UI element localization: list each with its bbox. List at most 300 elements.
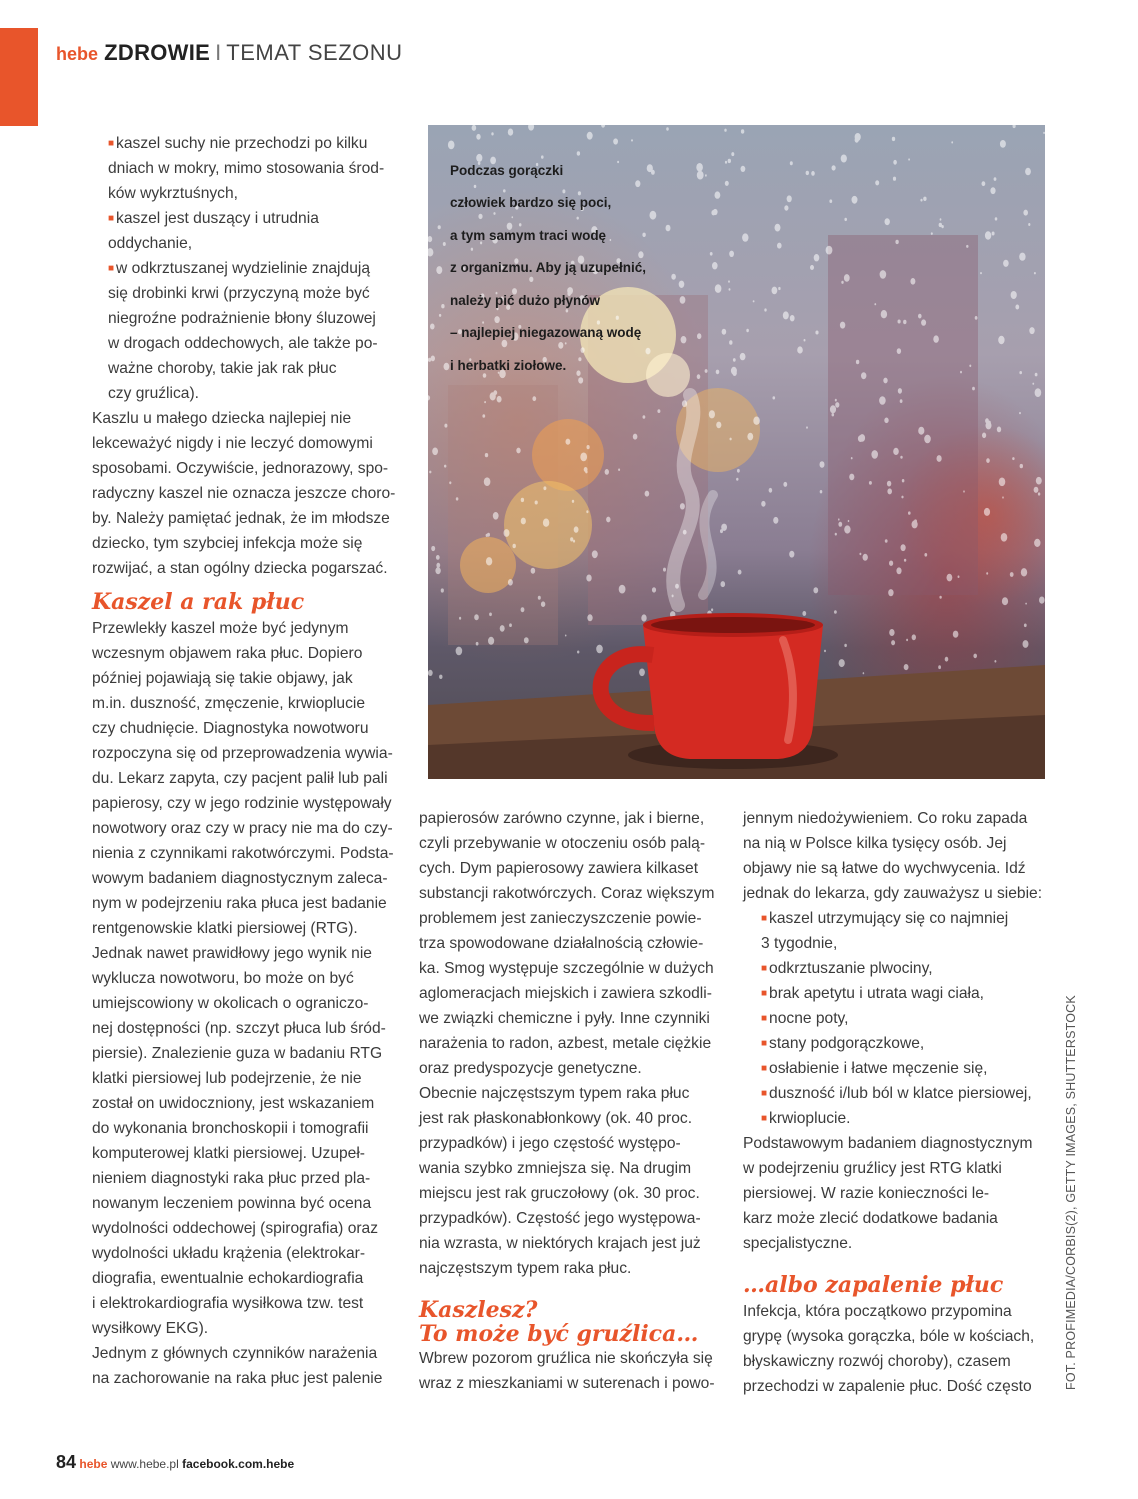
raindrop (618, 468, 620, 471)
list-item-line (743, 931, 1053, 956)
raindrop (994, 660, 996, 663)
raindrop (918, 427, 924, 435)
text-line: piersiowej. W razie konieczności le- (743, 1185, 990, 1202)
raindrop (431, 546, 435, 551)
raindrop (806, 426, 808, 428)
text-line: karz może zlecić dodatkowe badania (743, 1210, 998, 1227)
raindrop (504, 529, 510, 537)
heading-line: To może być gruźlica… (419, 1321, 699, 1347)
bullet-square-icon: ■ (108, 213, 115, 224)
raindrop (439, 675, 442, 679)
text-line: wydolności oddechowej (spirografia) oraz (92, 1220, 379, 1237)
photo-caption (450, 147, 710, 388)
page-number: 84 (56, 1452, 77, 1472)
paragraph-tuberculosis-diagnosis (743, 1131, 1053, 1256)
heading-line: Kaszlesz? (419, 1297, 538, 1323)
raindrop (874, 303, 876, 305)
header-topic: TEMAT SEZONU (226, 40, 403, 65)
raindrop (901, 544, 906, 551)
raindrop (736, 478, 738, 481)
raindrop (835, 399, 837, 402)
raindrop (861, 372, 866, 379)
list-item-line (92, 281, 412, 306)
raindrop (435, 567, 440, 574)
list-item-text: w odkrztuszanej wydzielinie znajdują (116, 260, 371, 277)
raindrop (652, 587, 656, 592)
raindrop (619, 585, 626, 594)
raindrop (966, 245, 968, 248)
text-line: aglomeracjach miejskich i zawiera szkodli- (419, 985, 712, 1002)
raindrop (1035, 388, 1042, 397)
raindrop (513, 544, 516, 548)
raindrop (997, 427, 1001, 433)
text-line: objawy nie są łatwe do wychwycenia. Idź (743, 860, 1026, 877)
heading-pneumonia: …albo zapalenie płuc (743, 1272, 1004, 1298)
text-line: został on uwidoczniony, jest wskazaniem (92, 1095, 375, 1112)
raindrop (493, 512, 499, 520)
raindrop (998, 336, 1004, 344)
raindrop (729, 251, 734, 257)
text-line: Infekcja, która początkowo przypomina (743, 1303, 1012, 1320)
list-item-text: kaszel utrzymujący się co najmniej (769, 910, 1009, 927)
raindrop (721, 581, 726, 587)
raindrop (953, 631, 959, 638)
raindrop (938, 665, 941, 669)
text-line: błyskawiczny rozwój choroby), czasem (743, 1353, 1011, 1370)
bullet-square-icon: ■ (761, 913, 768, 924)
caption-line: należy pić dużo płynów (450, 292, 601, 308)
raindrop (990, 187, 995, 194)
raindrop (940, 218, 942, 220)
header-brand: hebe (56, 44, 99, 64)
raindrop (871, 450, 878, 459)
raindrop (903, 320, 906, 324)
bullet-square-icon: ■ (761, 1113, 768, 1124)
text-line: ka. Smog występuje szczególnie w dużych (419, 960, 714, 977)
raindrop (904, 664, 909, 670)
raindrop (986, 458, 990, 463)
raindrop (887, 488, 892, 494)
raindrop (1034, 539, 1040, 547)
raindrop (797, 346, 803, 353)
raindrop (852, 196, 858, 204)
list-item-line (743, 981, 1053, 1006)
text-line: rentgenowskie klatki piersiowej (RTG). (92, 920, 358, 937)
raindrop (958, 575, 960, 578)
raindrop (509, 623, 512, 627)
text-line: nieniem diagnostyki raka płuc przed pla- (92, 1170, 371, 1187)
raindrop (605, 469, 609, 475)
raindrop (711, 608, 713, 611)
text-line: piersie). Znalezienie guza w badaniu RTG (92, 1045, 383, 1062)
raindrop (887, 481, 891, 487)
raindrop (725, 161, 727, 164)
raindrop (912, 634, 916, 640)
raindrop (945, 657, 949, 662)
raindrop (891, 640, 895, 645)
list-item-line (92, 356, 412, 381)
raindrop (835, 402, 839, 408)
text-line: wania szybko zmniejsza się. Na drugim (419, 1160, 692, 1177)
list-item-text: 3 tygodnie, (761, 935, 838, 952)
raindrop (985, 231, 991, 239)
bullet-square-icon: ■ (761, 988, 768, 999)
raindrop (855, 137, 859, 142)
raindrop (710, 252, 713, 256)
list-item-text: niegroźne podrażnienie błony śluzowej (108, 310, 376, 327)
raindrop (730, 438, 732, 441)
raindrop (733, 358, 736, 362)
raindrop (741, 166, 746, 172)
text-line: radyczny kaszel nie oznacza jeszcze choro- (92, 485, 396, 502)
raindrop (441, 588, 444, 592)
paragraph-tuberculosis (419, 1346, 729, 1396)
text-line: papierosy, czy w jego rodzinie występowały (92, 795, 392, 812)
raindrop (885, 218, 890, 225)
raindrop (508, 579, 513, 586)
raindrop (746, 329, 749, 332)
raindrop (725, 181, 729, 186)
raindrop (773, 517, 778, 524)
text-line: później pojawiają się takie objawy, jak (92, 670, 353, 687)
raindrop (1011, 291, 1017, 299)
raindrop (895, 240, 898, 244)
raindrop (528, 125, 534, 131)
raindrop (1023, 210, 1028, 216)
text-line: rozwijać, a stan ogólny dziecka pogarszać. (92, 560, 388, 577)
raindrop (897, 348, 901, 354)
text-line: dziecko, tym szybciej infekcja może się (92, 535, 363, 552)
raindrop (430, 324, 435, 330)
raindrop (482, 414, 485, 418)
raindrop (851, 457, 853, 459)
raindrop (439, 314, 441, 317)
raindrop (574, 526, 579, 532)
raindrop (764, 308, 766, 311)
raindrop (889, 629, 894, 636)
text-line: nienia z czynnikami rakotwórczymi. Podsta- (92, 845, 394, 862)
heading-lung-cancer: Kaszel a rak płuc (92, 589, 305, 615)
raindrop (484, 401, 486, 403)
list-item-line (92, 381, 412, 406)
raindrop (1002, 597, 1008, 605)
raindrop (732, 370, 736, 376)
raindrop (531, 568, 536, 574)
raindrop (826, 246, 833, 255)
raindrop (729, 288, 731, 291)
raindrop (838, 518, 840, 520)
raindrop (1039, 597, 1045, 604)
text-line: rozpoczyna się od przeprowadzenia wywia- (92, 745, 393, 762)
raindrop (813, 587, 818, 593)
text-line: nowanym leczeniem powinna być ocena (92, 1195, 372, 1212)
raindrop (633, 434, 638, 440)
raindrop (1019, 253, 1025, 261)
raindrop (893, 177, 896, 181)
raindrop (497, 396, 502, 403)
raindrop (844, 525, 850, 533)
raindrop (532, 396, 536, 401)
list-item-text: oddychanie, (108, 235, 193, 252)
raindrop (832, 413, 835, 416)
raindrop (443, 242, 446, 246)
raindrop (1003, 260, 1009, 267)
raindrop (488, 637, 494, 645)
raindrop (1012, 457, 1014, 460)
raindrop (802, 611, 806, 616)
raindrop (641, 614, 646, 621)
raindrop (904, 559, 906, 562)
text-line: komputerowej klatki piersiowej. Uzupeł- (92, 1145, 365, 1162)
text-line: do wykonania bronchoskopii i tomografii (92, 1120, 369, 1137)
raindrop (896, 567, 901, 574)
raindrop (820, 461, 825, 468)
caption-line: człowiek bardzo się poci, (450, 195, 612, 210)
raindrop (984, 508, 990, 516)
text-line: przechodzi w zapalenie płuc. Dość często (743, 1378, 1032, 1395)
raindrop (586, 510, 588, 513)
raindrop (570, 537, 573, 541)
raindrop (1019, 412, 1021, 414)
list-item-line (92, 231, 412, 256)
header-separator: I (215, 40, 222, 65)
raindrop (863, 672, 865, 674)
text-line: Kaszlu u małego dziecka najlepiej nie (92, 410, 352, 427)
raindrop (680, 503, 685, 509)
text-line: du. Lekarz zapyta, czy pacjent palił lub pali (92, 770, 388, 787)
raindrop (775, 224, 781, 232)
footer-brand: hebe (79, 1457, 108, 1471)
raindrop (986, 572, 988, 575)
list-item-text: ków wykrztuśnych, (108, 185, 238, 202)
raindrop (790, 161, 793, 165)
raindrop (933, 335, 939, 342)
raindrop (980, 272, 982, 274)
raindrop (516, 448, 520, 454)
raindrop (573, 540, 575, 543)
text-line: wyklucza nowotworu, bo może on być (92, 970, 354, 987)
raindrop (456, 497, 459, 500)
list-item-text: kaszel suchy nie przechodzi po kilku (116, 135, 368, 152)
bullet-square-icon: ■ (761, 1013, 768, 1024)
section-accent-bar (0, 28, 38, 126)
raindrop (716, 422, 721, 429)
raindrop (436, 266, 442, 274)
raindrop (643, 415, 646, 419)
text-line: m.in. duszność, zmęczenie, krwioplucie (92, 695, 365, 712)
text-line: jennym niedożywieniem. Co roku zapada (743, 810, 1028, 827)
raindrop (663, 568, 666, 572)
list-item-text: kaszel jest duszący i utrudnia (116, 210, 319, 227)
list-item-line (743, 1106, 1053, 1131)
photo-red-mug-rainy-window (428, 125, 1045, 779)
list-item-line (743, 1081, 1053, 1106)
raindrop (902, 479, 905, 482)
raindrop (1015, 305, 1019, 310)
raindrop (986, 422, 992, 430)
raindrop (613, 138, 618, 144)
raindrop (538, 596, 541, 600)
caption-line: a tym samym traci wodę (450, 227, 607, 243)
list-item-line (743, 1056, 1053, 1081)
list-item-text: w drogach oddechowych, ale także po- (108, 335, 378, 352)
photo-credits-text: FOT. PROFIMEDIA/CORBIS(2), GETTY IMAGES, SHUTTERSTOCK (1064, 995, 1078, 1390)
raindrop (784, 205, 788, 210)
raindrop (906, 639, 908, 642)
list-item-text: stany podgorączkowe, (769, 1035, 925, 1052)
raindrop (951, 141, 953, 143)
text-line: by. Należy pamiętać jednak, że im młodsze (92, 510, 390, 527)
raindrop (888, 589, 893, 596)
raindrop (474, 614, 479, 620)
text-line: Podstawowym badaniem diagnostycznym (743, 1135, 1033, 1152)
list-item-text: ważne choroby, takie jak rak płuc (108, 360, 337, 377)
text-line: cych. Dym papierosowy zawiera kilkaset (419, 860, 699, 877)
footer-website-link[interactable]: www.hebe.pl (110, 1457, 179, 1471)
footer-facebook-link[interactable]: facebook.com.hebe (182, 1457, 295, 1471)
raindrop (994, 177, 997, 181)
raindrop (773, 396, 776, 399)
bullet-square-icon: ■ (108, 138, 115, 149)
text-line: Jednym z głównych czynników narażenia (92, 1345, 378, 1362)
raindrop (787, 195, 792, 202)
raindrop (921, 319, 926, 325)
text-line: grypę (wysoka gorączka, bóle w kościach, (743, 1328, 1035, 1345)
raindrop (587, 445, 590, 449)
paragraph-smoking-and-types (419, 806, 729, 1281)
text-line: jest rak płaskonabłonkowy (ok. 40 proc. (419, 1110, 693, 1127)
raindrop (790, 315, 795, 321)
text-line: najczęstszym typem raka płuc. (419, 1260, 632, 1277)
list-item-text: nocne poty, (769, 1010, 849, 1027)
raindrop (908, 511, 911, 514)
text-line: w podejrzeniu gruźlicy jest RTG klatki (743, 1160, 1002, 1177)
raindrop (585, 470, 587, 473)
raindrop (844, 218, 847, 221)
caption-line: Podczas gorączki (450, 162, 564, 178)
raindrop (858, 435, 863, 442)
raindrop (783, 482, 787, 487)
raindrop (992, 232, 995, 236)
raindrop (731, 152, 734, 156)
raindrop (444, 363, 450, 370)
paragraph-pneumonia (743, 1299, 1053, 1399)
raindrop (834, 610, 837, 614)
page-header (56, 40, 403, 66)
raindrop (820, 490, 823, 493)
raindrop (995, 217, 998, 220)
raindrop (1025, 603, 1027, 605)
raindrop (844, 274, 850, 282)
raindrop (889, 561, 893, 566)
raindrop (892, 137, 895, 141)
raindrop (485, 453, 488, 457)
raindrop (436, 555, 440, 560)
raindrop (543, 486, 546, 490)
raindrop (769, 488, 773, 493)
list-item-line (92, 156, 412, 181)
list-item-text: duszność i/lub ból w klatce piersiowej, (769, 1085, 1032, 1102)
bullet-square-icon: ■ (761, 1038, 768, 1049)
raindrop (841, 281, 843, 284)
raindrop (631, 139, 633, 141)
raindrop (893, 448, 899, 455)
text-line: Wbrew pozorom gruźlica nie skończyła się (419, 1350, 713, 1367)
text-line: substancji rakotwórczych. Coraz większym (419, 885, 715, 902)
raindrop (880, 270, 887, 279)
raindrop (472, 125, 477, 131)
raindrop (500, 625, 505, 632)
raindrop (1024, 624, 1027, 628)
raindrop (728, 280, 730, 282)
raindrop (761, 501, 765, 507)
text-line: wczesnym objawem raka płuc. Dopiero (92, 645, 363, 662)
text-line: na zachorowanie na raka płuc jest palenie (92, 1370, 383, 1387)
raindrop (487, 533, 490, 537)
raindrop (606, 517, 610, 523)
bullet-square-icon: ■ (108, 263, 115, 274)
text-line: czyli przebywanie w otoczeniu osób palą- (419, 835, 706, 852)
text-line: oraz predyspozycje genetyczne. (419, 1060, 642, 1077)
raindrop (428, 248, 433, 256)
raindrop (541, 601, 545, 607)
raindrop (449, 481, 451, 484)
raindrop (982, 433, 986, 439)
raindrop (1043, 132, 1045, 134)
text-line: Przewlekły kaszel może być jedynym (92, 620, 349, 637)
raindrop (982, 181, 986, 186)
raindrop (1000, 140, 1006, 148)
raindrop (810, 265, 814, 270)
raindrop (428, 395, 430, 400)
raindrop (881, 310, 887, 318)
raindrop (486, 557, 492, 565)
raindrop (908, 158, 910, 160)
raindrop (1032, 383, 1034, 385)
photo-credits (1064, 995, 1084, 1390)
column-1 (92, 131, 412, 1391)
text-line: lekceważyć nigdy i nie leczyć domowymi (92, 435, 373, 452)
text-line: jednak do lekarza, gdy zauważysz u siebie: (743, 885, 1043, 902)
raindrop (923, 197, 926, 201)
raindrop (432, 448, 438, 456)
raindrop (484, 477, 491, 486)
raindrop (716, 370, 720, 375)
raindrop (1019, 371, 1022, 374)
text-line: we związki chemiczne i pyły. Inne czynniki (419, 1010, 710, 1027)
raindrop (900, 456, 902, 459)
raindrop (839, 659, 845, 667)
raindrop (777, 243, 782, 249)
raindrop (429, 471, 431, 474)
symptom-list-tuberculosis (743, 906, 1053, 1131)
text-line: problemem jest zanieczyszczenie powie- (419, 910, 702, 927)
text-line: narażenia to radon, azbest, metale ciężkie (419, 1035, 712, 1052)
raindrop (586, 575, 591, 582)
list-item-line (743, 956, 1053, 981)
raindrop (863, 554, 868, 561)
raindrop (428, 670, 433, 676)
raindrop (1028, 223, 1030, 226)
raindrop (879, 396, 886, 405)
text-line: diografia, ewentualnie echokardiografia (92, 1270, 364, 1287)
caption-line: – najlepiej niegazowaną wodę (450, 325, 642, 340)
raindrop (543, 519, 549, 527)
raindrop (832, 165, 836, 170)
raindrop (947, 574, 953, 582)
text-line: wowym badaniem diagnostycznym zaleca- (92, 870, 388, 887)
column-2 (419, 806, 729, 1396)
